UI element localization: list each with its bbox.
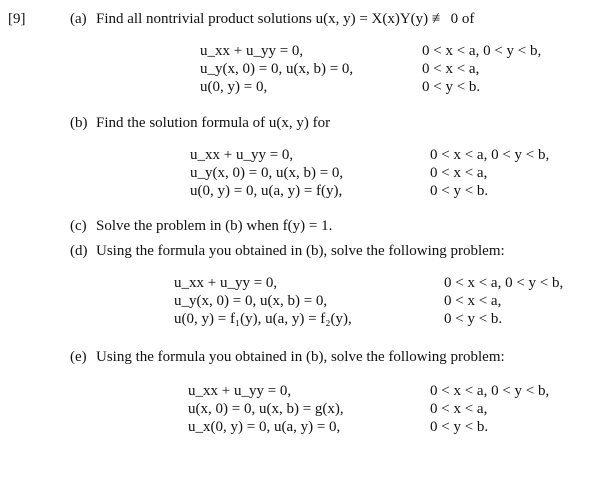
part-a-prompt: Find all nontrivial product solutions u(x, y) = X(x)Y(y) ≢ 0 of	[96, 11, 475, 27]
part-e-cond-2: 0 < x < a,	[430, 401, 488, 417]
part-a-eq-2: u_y(x, 0) = 0, u(x, b) = 0,	[200, 61, 354, 77]
part-a-cond-3: 0 < y < b.	[422, 79, 481, 95]
problem-number: [9]	[8, 11, 26, 27]
part-a-eq-3: u(0, y) = 0,	[200, 79, 268, 95]
part-e-eq-3: u_x(0, y) = 0, u(a, y) = 0,	[188, 419, 341, 435]
part-e-eq-2: u(x, 0) = 0, u(x, b) = g(x),	[188, 401, 344, 417]
part-e-eq-1: u_xx + u_yy = 0,	[188, 383, 292, 399]
part-e-cond-3: 0 < y < b.	[430, 419, 489, 435]
part-e-prompt: Using the formula you obtained in (b), solve the following problem:	[96, 349, 505, 365]
part-d-eq-2: u_y(x, 0) = 0, u(x, b) = 0,	[174, 293, 328, 309]
part-a-eq-1: u_xx + u_yy = 0,	[200, 43, 304, 59]
part-d-cond-2: 0 < x < a,	[444, 293, 502, 309]
part-d-prompt: Using the formula you obtained in (b), solve the following problem:	[96, 243, 505, 259]
part-a-label: (a)	[70, 11, 87, 27]
part-d-cond-1: 0 < x < a, 0 < y < b,	[444, 275, 564, 291]
part-c-prompt: Solve the problem in (b) when f(y) = 1.	[96, 218, 333, 234]
part-e-cond-1: 0 < x < a, 0 < y < b,	[430, 383, 550, 399]
part-e-label: (e)	[70, 349, 87, 365]
part-b-eq-3: u(0, y) = 0, u(a, y) = f(y),	[190, 183, 343, 199]
part-b-eq-1: u_xx + u_yy = 0,	[190, 147, 294, 163]
part-b-cond-2: 0 < x < a,	[430, 165, 488, 181]
part-a-cond-1: 0 < x < a, 0 < y < b,	[422, 43, 542, 59]
part-a-cond-2: 0 < x < a,	[422, 61, 480, 77]
part-b-prompt: Find the solution formula of u(x, y) for	[96, 115, 331, 131]
part-d-eq-3: u(0, y) = f₁(y), u(a, y) = f₂(y),	[174, 311, 352, 327]
part-b-cond-3: 0 < y < b.	[430, 183, 489, 199]
part-b-cond-1: 0 < x < a, 0 < y < b,	[430, 147, 550, 163]
part-b-eq-2: u_y(x, 0) = 0, u(x, b) = 0,	[190, 165, 344, 181]
part-d-eq-1: u_xx + u_yy = 0,	[174, 275, 278, 291]
part-d-cond-3: 0 < y < b.	[444, 311, 503, 327]
part-c-label: (c)	[70, 218, 87, 234]
part-b-label: (b)	[70, 115, 88, 131]
part-d-label: (d)	[70, 243, 88, 259]
